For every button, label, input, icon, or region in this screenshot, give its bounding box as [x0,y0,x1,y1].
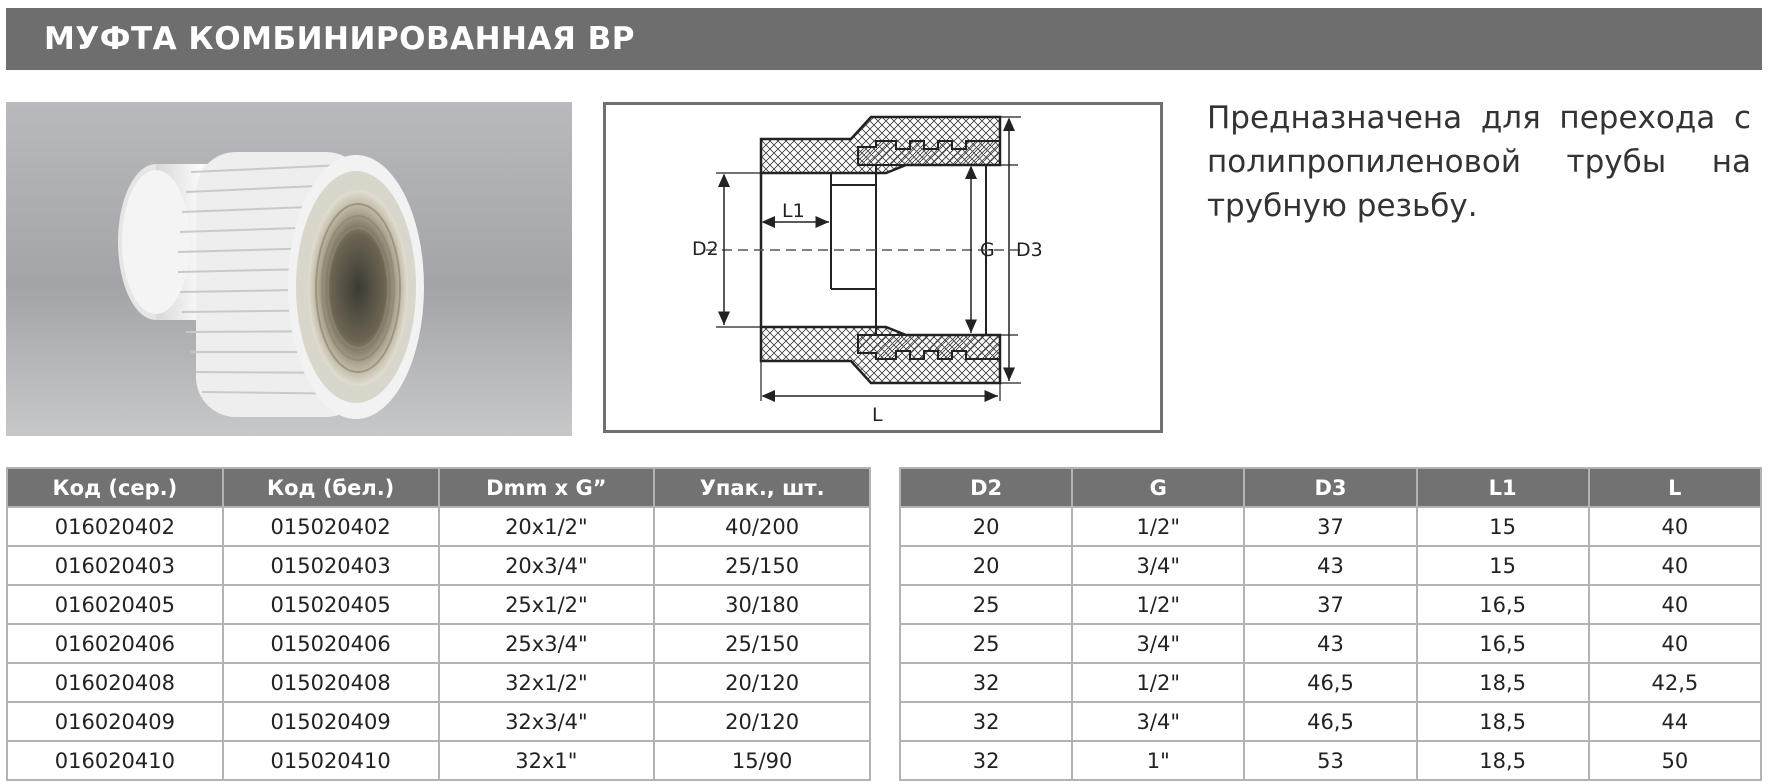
table-cell: 1/2" [1072,507,1244,546]
d3-label: D3 [1016,239,1043,261]
technical-drawing [603,102,1163,433]
column-header: Код (сер.) [7,468,223,507]
table-cell: 18,5 [1417,663,1589,702]
table-cell: 20 [900,546,1072,585]
table-cell: 37 [1244,585,1416,624]
table-row [7,507,870,546]
page-title: МУФТА КОМБИНИРОВАННАЯ ВР [44,21,636,57]
table-row [7,624,870,663]
table-cell: 32x1/2" [439,663,655,702]
table-cell: 016020410 [7,741,223,780]
table-cell: 18,5 [1417,741,1589,780]
table-cell: 015020405 [223,585,439,624]
table-cell: 15/90 [654,741,870,780]
table-header-row [900,468,1761,507]
table-cell: 16,5 [1417,624,1589,663]
table-cell: 43 [1244,624,1416,663]
table-cell: 25x3/4" [439,624,655,663]
table-cell: 016020402 [7,507,223,546]
table-cell: 32 [900,702,1072,741]
table-cell: 15 [1417,546,1589,585]
table-cell: 50 [1589,741,1761,780]
table-row [900,624,1761,663]
table-cell: 53 [1244,741,1416,780]
table-cell: 016020405 [7,585,223,624]
table-cell: 44 [1589,702,1761,741]
table-cell: 1/2" [1072,663,1244,702]
table-cell: 016020403 [7,546,223,585]
cross-section-drawing [606,105,1160,430]
table-row [900,585,1761,624]
l-label: L [872,404,883,426]
table-cell: 40 [1589,624,1761,663]
table-cell: 20x1/2" [439,507,655,546]
table-cell: 015020410 [223,741,439,780]
table-row [900,546,1761,585]
table-cell: 25/150 [654,546,870,585]
column-header: L1 [1417,468,1589,507]
table-row [900,741,1761,780]
column-header: L [1589,468,1761,507]
table-cell: 40 [1589,507,1761,546]
column-header: Код (бел.) [223,468,439,507]
table-cell: 37 [1244,507,1416,546]
d2-label: D2 [692,238,719,260]
table-cell: 25 [900,624,1072,663]
table-cell: 32x1" [439,741,655,780]
l1-label: L1 [782,200,805,222]
table-cell: 25x1/2" [439,585,655,624]
table-cell: 20/120 [654,663,870,702]
table-cell: 46,5 [1244,702,1416,741]
table-cell: 015020409 [223,702,439,741]
table-row [7,741,870,780]
table-cell: 25 [900,585,1072,624]
table-row [900,507,1761,546]
product-description: Предназначена для перехода с полипропиленовой трубы на трубную резьбу. [1207,100,1751,224]
table-cell: 40 [1589,546,1761,585]
table-cell: 18,5 [1417,702,1589,741]
column-header: D3 [1244,468,1416,507]
table-cell: 3/4" [1072,702,1244,741]
table-cell: 40/200 [654,507,870,546]
table-header-row [7,468,870,507]
table-cell: 016020409 [7,702,223,741]
table-cell: 30/180 [654,585,870,624]
table-cell: 40 [1589,585,1761,624]
table-row [900,702,1761,741]
title-bar [6,8,1762,70]
product-photo [6,102,572,436]
table-cell: 015020406 [223,624,439,663]
column-header: Dmm x G” [439,468,655,507]
table-row [7,702,870,741]
column-header: G [1072,468,1244,507]
table-cell: 20x3/4" [439,546,655,585]
table-row [7,546,870,585]
table-cell: 46,5 [1244,663,1416,702]
table-cell: 016020408 [7,663,223,702]
column-header: Упак., шт. [654,468,870,507]
table-cell: 3/4" [1072,546,1244,585]
table-row [900,663,1761,702]
table-cell: 15 [1417,507,1589,546]
table-cell: 015020402 [223,507,439,546]
dimensions-table [899,467,1762,781]
table-cell: 42,5 [1589,663,1761,702]
table-cell: 20/120 [654,702,870,741]
table-cell: 43 [1244,546,1416,585]
table-row [7,663,870,702]
coupling-image [6,102,572,436]
table-cell: 32x3/4" [439,702,655,741]
table-cell: 015020408 [223,663,439,702]
table-cell: 016020406 [7,624,223,663]
table-cell: 20 [900,507,1072,546]
table-row [7,585,870,624]
g-label: G [980,239,995,261]
table-cell: 015020403 [223,546,439,585]
table-cell: 16,5 [1417,585,1589,624]
table-cell: 1" [1072,741,1244,780]
codes-table [6,467,871,781]
table-cell: 25/150 [654,624,870,663]
table-cell: 32 [900,663,1072,702]
table-cell: 32 [900,741,1072,780]
column-header: D2 [900,468,1072,507]
table-cell: 1/2" [1072,585,1244,624]
table-cell: 3/4" [1072,624,1244,663]
